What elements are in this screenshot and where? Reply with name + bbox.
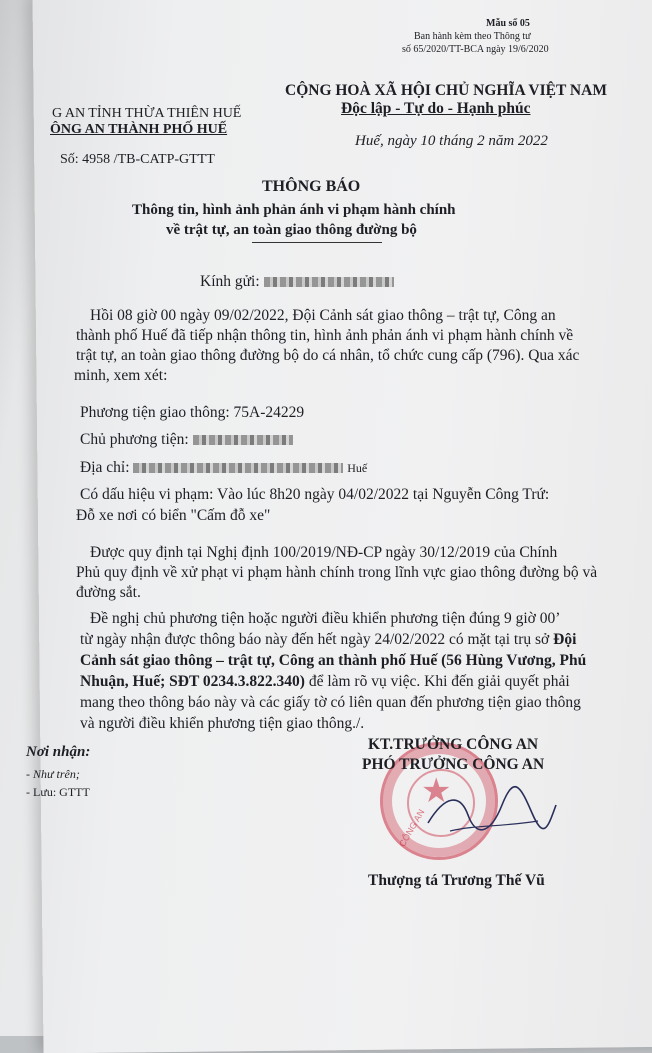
signer-name: Thượng tá Trương Thế Vũ [368, 872, 545, 889]
violation-line-1: Có dấu hiệu vi phạm: Vào lúc 8h20 ngày 04/02/2022 tại Nguyễn Công Trứ: [80, 486, 550, 503]
violation-line-2: Đỗ xe nơi có biển "Cấm đỗ xe" [76, 507, 271, 524]
title-rule [252, 242, 382, 243]
redacted-recipient [264, 277, 394, 287]
form-circular: số 65/2020/TT-BCA ngày 19/6/2020 [402, 44, 549, 55]
owner-line [80, 431, 293, 449]
decree-line-1: Được quy định tại Nghị định 100/2019/NĐ-CP ngày 30/12/2019 của Chính [90, 544, 558, 561]
form-issued-with: Ban hành kèm theo Thông tư [414, 31, 531, 42]
redacted-address [133, 463, 343, 473]
address-label: Địa chỉ: [80, 459, 134, 476]
request-line-4-bold: Nhuận, Huế; SĐT 0234.3.822.340) [80, 673, 305, 690]
body-p1-line-2: thành phố Huế đã tiếp nhận thông tin, hình ảnh phản ánh vi phạm hành chính về [76, 327, 574, 344]
request-line-2-text: từ ngày nhận được thông báo này đến hết ngày 24/02/2022 có mặt tại trụ sở [80, 631, 554, 648]
title-line-2: về trật tự, an toàn giao thông đường bộ [166, 222, 417, 238]
handwritten-signature [420, 775, 560, 845]
seal-text: CÔNG AN [397, 807, 427, 849]
vehicle-plate: Phương tiện giao thông: 75A-24229 [80, 404, 305, 421]
place-date: Huế, ngày 10 tháng 2 năm 2022 [355, 133, 548, 149]
address-tail: Huế [347, 461, 368, 475]
recipient-item-2: - Lưu: GTTT [26, 785, 90, 799]
request-line-6: và người điều khiển phương tiện giao thông./. [80, 715, 365, 732]
body-p1-line-1: Hồi 08 giờ 00 ngày 09/02/2022, Đội Cảnh sát giao thông – trật tự, Công an [90, 307, 556, 324]
agency-unit: ÔNG AN THÀNH PHỐ HUẾ [50, 122, 228, 137]
owner-label: Chủ phương tiện: [80, 431, 193, 448]
decree-line-3: đường sắt. [76, 584, 141, 601]
request-line-1: Đề nghị chủ phương tiện hoặc người điều khiển phương tiện đúng 9 giờ 00’ [90, 610, 561, 627]
agency-parent: G AN TỈNH THỪA THIÊN HUẾ [52, 106, 242, 121]
request-line-2-bold: Đội [553, 631, 577, 648]
sign-title-2: PHÓ TRƯỞNG CÔNG AN [362, 756, 545, 773]
seal-star-icon: ★ [421, 771, 452, 811]
request-line-4 [80, 673, 570, 691]
address-line [80, 459, 367, 477]
form-number: Mẫu số 05 [486, 18, 530, 29]
nation-name: CỘNG HOÀ XÃ HỘI CHỦ NGHĨA VIỆT NAM [285, 82, 607, 99]
document-number: Số: 4958 /TB-CATP-GTTT [60, 152, 215, 167]
recipient-label: Kính gửi: [200, 273, 264, 290]
recipients-label: Nơi nhận: [26, 744, 91, 760]
title-line-1: Thông tin, hình ảnh phản ánh vi phạm hành chính [132, 202, 456, 218]
body-p1-line-3: trật tự, an toàn giao thông đường bộ do cá nhân, tổ chức cung cấp (796). Qua xác [76, 347, 580, 364]
recipient-line [200, 273, 394, 291]
sign-title-1: KT.TRƯỞNG CÔNG AN [368, 736, 539, 753]
decree-line-2: Phủ quy định về xử phạt vi phạm hành chính trong lĩnh vực giao thông đường bộ và [76, 564, 598, 581]
nation-motto: Độc lập - Tự do - Hạnh phúc [341, 100, 531, 117]
request-line-3: Cảnh sát giao thông – trật tự, Công an thành phố Huế (56 Hùng Vương, Phú [80, 652, 587, 669]
request-line-2 [80, 631, 576, 649]
request-line-5: mang theo thông báo này và các giấy tờ có liên quan đến phương tiện giao thông [80, 694, 581, 711]
page-title: THÔNG BÁO [262, 178, 361, 195]
request-line-4-text: để làm rõ vụ việc. Khi đến giải quyết phải [304, 673, 570, 690]
redacted-owner [193, 435, 293, 445]
recipient-item-1: - Như trên; [26, 767, 80, 781]
body-p1-line-4: minh, xem xét: [74, 367, 168, 384]
